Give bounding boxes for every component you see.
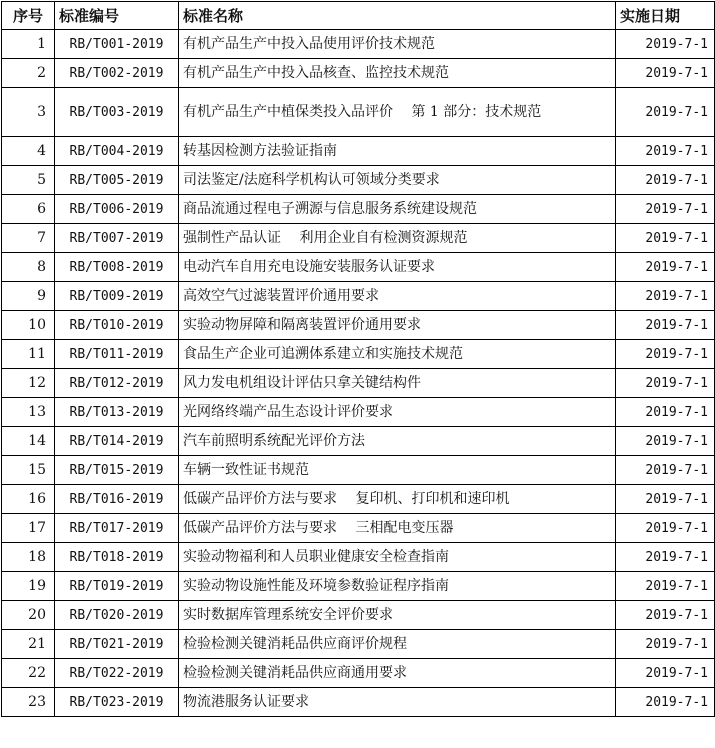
cell-no: 6	[2, 195, 55, 224]
cell-code: RB/T014-2019	[55, 427, 179, 456]
cell-name: 有机产品生产中投入品使用评价技术规范	[179, 30, 616, 59]
cell-code: RB/T006-2019	[55, 195, 179, 224]
cell-no: 21	[2, 630, 55, 659]
table-row	[2, 59, 715, 88]
table-row	[2, 282, 715, 311]
cell-no: 17	[2, 514, 55, 543]
table-row	[2, 659, 715, 688]
table-row	[2, 253, 715, 282]
cell-no: 3	[2, 88, 55, 137]
cell-name: 检验检测关键消耗品供应商通用要求	[179, 659, 616, 688]
cell-code: RB/T005-2019	[55, 166, 179, 195]
table-row	[2, 485, 715, 514]
cell-code: RB/T019-2019	[55, 572, 179, 601]
cell-code: RB/T021-2019	[55, 630, 179, 659]
cell-code: RB/T022-2019	[55, 659, 179, 688]
cell-code: RB/T009-2019	[55, 282, 179, 311]
table-row	[2, 543, 715, 572]
cell-no: 13	[2, 398, 55, 427]
header-row	[2, 2, 715, 30]
header-date: 实施日期	[616, 2, 715, 30]
cell-code: RB/T012-2019	[55, 369, 179, 398]
cell-name: 汽车前照明系统配光评价方法	[179, 427, 616, 456]
table-row	[2, 88, 715, 137]
cell-date: 2019-7-1	[616, 369, 715, 398]
cell-date: 2019-7-1	[616, 195, 715, 224]
cell-name: 司法鉴定/法庭科学机构认可领域分类要求	[179, 166, 616, 195]
cell-no: 1	[2, 30, 55, 59]
table-row	[2, 369, 715, 398]
standards-table	[1, 1, 715, 717]
cell-date: 2019-7-1	[616, 282, 715, 311]
cell-no: 11	[2, 340, 55, 369]
cell-code: RB/T008-2019	[55, 253, 179, 282]
table-row	[2, 427, 715, 456]
cell-no: 7	[2, 224, 55, 253]
table-row	[2, 456, 715, 485]
cell-no: 5	[2, 166, 55, 195]
cell-date: 2019-7-1	[616, 688, 715, 717]
cell-date: 2019-7-1	[616, 485, 715, 514]
cell-date: 2019-7-1	[616, 30, 715, 59]
cell-name: 商品流通过程电子溯源与信息服务系统建设规范	[179, 195, 616, 224]
cell-no: 14	[2, 427, 55, 456]
table-row	[2, 311, 715, 340]
cell-name: 食品生产企业可追溯体系建立和实施技术规范	[179, 340, 616, 369]
cell-code: RB/T013-2019	[55, 398, 179, 427]
cell-code: RB/T011-2019	[55, 340, 179, 369]
cell-code: RB/T004-2019	[55, 137, 179, 166]
cell-date: 2019-7-1	[616, 137, 715, 166]
table-row	[2, 514, 715, 543]
cell-name: 实时数据库管理系统安全评价要求	[179, 601, 616, 630]
cell-name: 检验检测关键消耗品供应商评价规程	[179, 630, 616, 659]
cell-date: 2019-7-1	[616, 427, 715, 456]
cell-date: 2019-7-1	[616, 340, 715, 369]
cell-name: 物流港服务认证要求	[179, 688, 616, 717]
table-row	[2, 195, 715, 224]
cell-code: RB/T016-2019	[55, 485, 179, 514]
cell-code: RB/T018-2019	[55, 543, 179, 572]
cell-no: 23	[2, 688, 55, 717]
cell-date: 2019-7-1	[616, 659, 715, 688]
table-row	[2, 688, 715, 717]
cell-date: 2019-7-1	[616, 572, 715, 601]
cell-date: 2019-7-1	[616, 88, 715, 137]
cell-no: 22	[2, 659, 55, 688]
cell-name: 风力发电机组设计评估只拿关键结构件	[179, 369, 616, 398]
cell-code: RB/T015-2019	[55, 456, 179, 485]
cell-date: 2019-7-1	[616, 253, 715, 282]
cell-no: 18	[2, 543, 55, 572]
table-row	[2, 137, 715, 166]
header-code: 标准编号	[55, 2, 179, 30]
cell-name: 低碳产品评价方法与要求 三相配电变压器	[179, 514, 616, 543]
cell-date: 2019-7-1	[616, 543, 715, 572]
cell-code: RB/T002-2019	[55, 59, 179, 88]
table-row	[2, 30, 715, 59]
cell-name: 电动汽车自用充电设施安装服务认证要求	[179, 253, 616, 282]
cell-code: RB/T010-2019	[55, 311, 179, 340]
header-name: 标准名称	[179, 2, 616, 30]
cell-date: 2019-7-1	[616, 224, 715, 253]
cell-no: 12	[2, 369, 55, 398]
cell-name: 光网络终端产品生态设计评价要求	[179, 398, 616, 427]
header-no: 序号	[2, 2, 55, 30]
table-row	[2, 601, 715, 630]
cell-no: 4	[2, 137, 55, 166]
cell-date: 2019-7-1	[616, 630, 715, 659]
cell-code: RB/T020-2019	[55, 601, 179, 630]
cell-no: 10	[2, 311, 55, 340]
cell-no: 16	[2, 485, 55, 514]
table-row	[2, 398, 715, 427]
cell-code: RB/T003-2019	[55, 88, 179, 137]
table-row	[2, 340, 715, 369]
cell-date: 2019-7-1	[616, 166, 715, 195]
cell-name: 有机产品生产中投入品核查、监控技术规范	[179, 59, 616, 88]
cell-no: 8	[2, 253, 55, 282]
cell-name: 实验动物福利和人员职业健康安全检查指南	[179, 543, 616, 572]
cell-code: RB/T017-2019	[55, 514, 179, 543]
cell-no: 15	[2, 456, 55, 485]
table-row	[2, 166, 715, 195]
cell-name: 车辆一致性证书规范	[179, 456, 616, 485]
cell-no: 9	[2, 282, 55, 311]
table-row	[2, 630, 715, 659]
cell-no: 19	[2, 572, 55, 601]
cell-name: 低碳产品评价方法与要求 复印机、打印机和速印机	[179, 485, 616, 514]
cell-name: 强制性产品认证 利用企业自有检测资源规范	[179, 224, 616, 253]
table-row	[2, 224, 715, 253]
cell-date: 2019-7-1	[616, 514, 715, 543]
cell-name: 转基因检测方法验证指南	[179, 137, 616, 166]
cell-date: 2019-7-1	[616, 601, 715, 630]
cell-name: 实验动物屏障和隔离装置评价通用要求	[179, 311, 616, 340]
cell-name: 有机产品生产中植保类投入品评价 第 1 部分：技术规范	[179, 88, 616, 137]
table-row	[2, 572, 715, 601]
cell-no: 2	[2, 59, 55, 88]
cell-date: 2019-7-1	[616, 311, 715, 340]
cell-name: 高效空气过滤装置评价通用要求	[179, 282, 616, 311]
cell-code: RB/T001-2019	[55, 30, 179, 59]
cell-date: 2019-7-1	[616, 398, 715, 427]
cell-name: 实验动物设施性能及环境参数验证程序指南	[179, 572, 616, 601]
cell-date: 2019-7-1	[616, 456, 715, 485]
cell-date: 2019-7-1	[616, 59, 715, 88]
cell-code: RB/T007-2019	[55, 224, 179, 253]
cell-code: RB/T023-2019	[55, 688, 179, 717]
cell-no: 20	[2, 601, 55, 630]
